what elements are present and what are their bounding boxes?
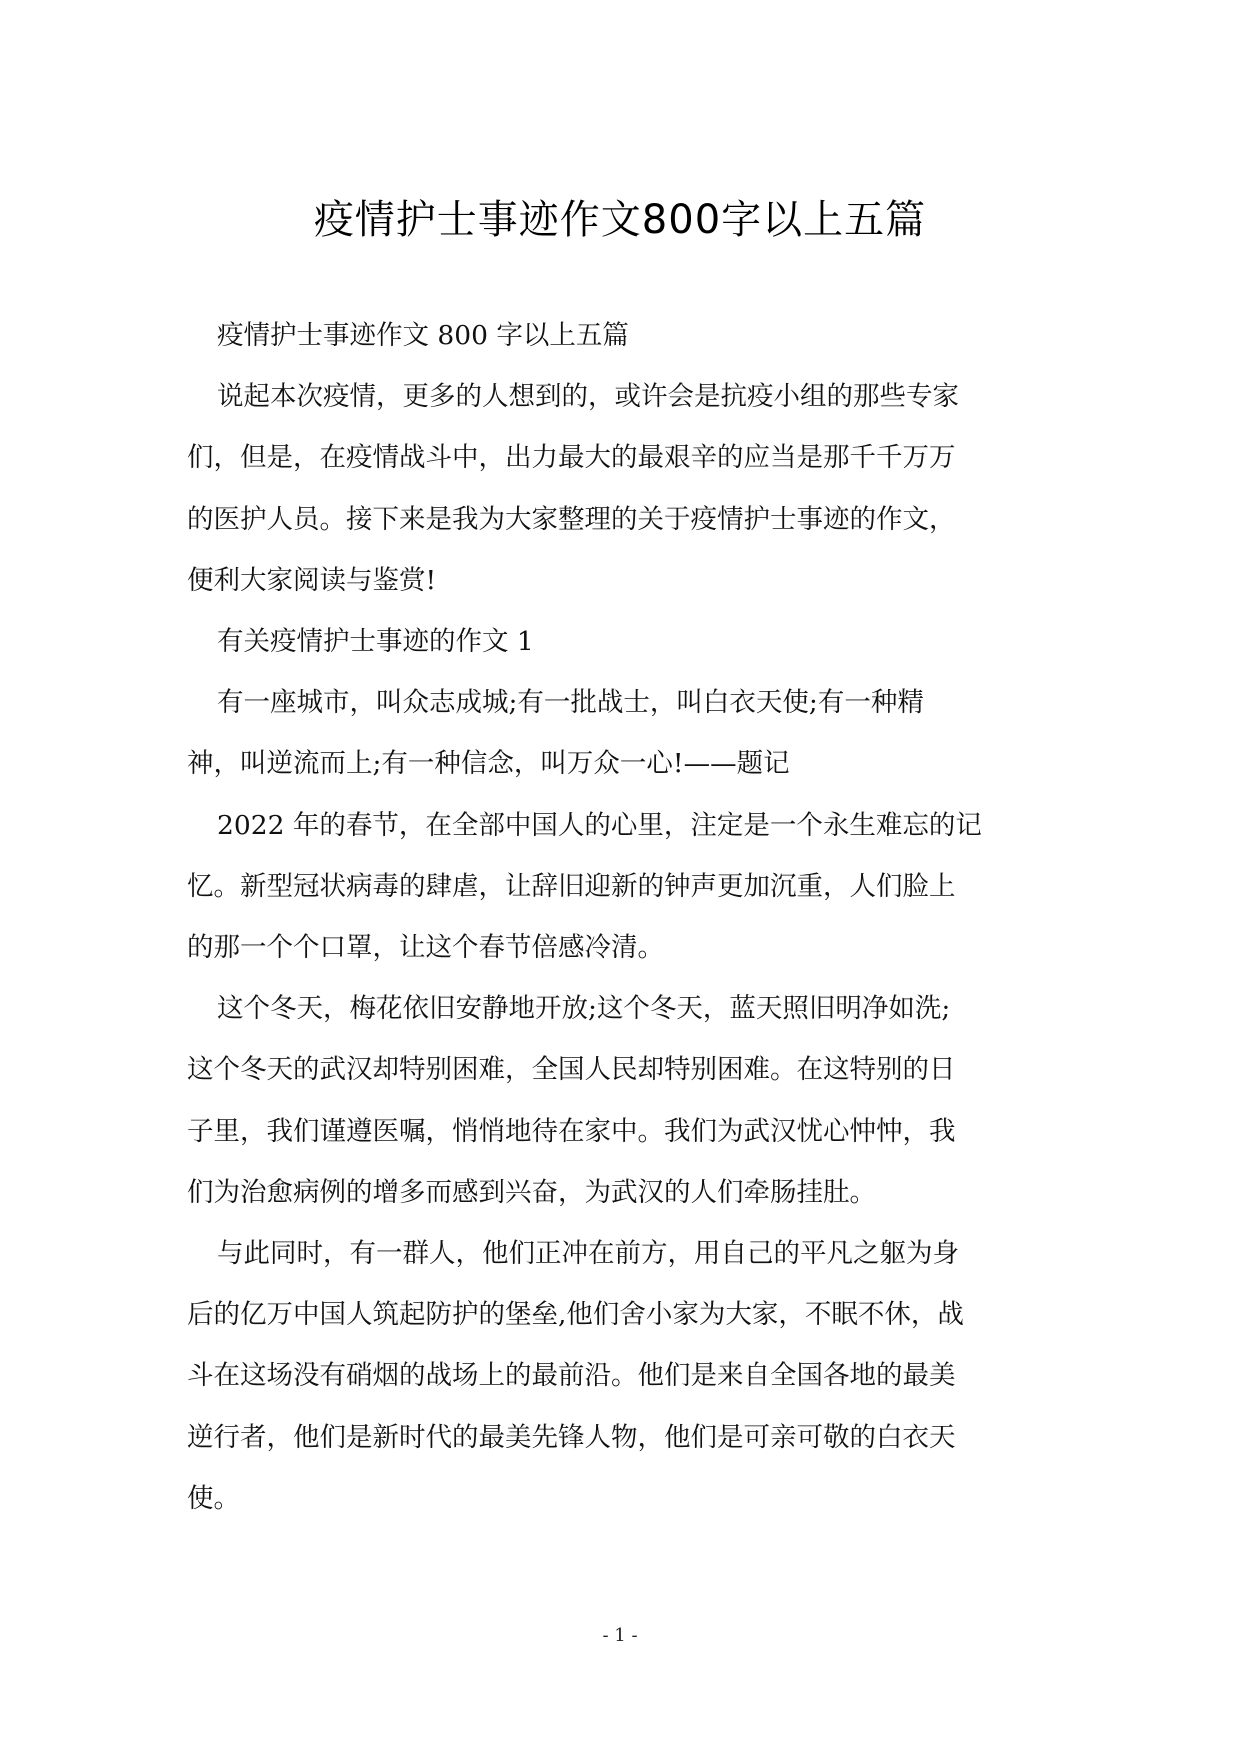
paragraph-line: 说起本次疫情，更多的人想到的，或许会是抗疫小组的那些专家 bbox=[217, 381, 959, 413]
paragraph-line: 后的亿万中国人筑起防护的堡垒,他们舍小家为大家，不眠不休，战 bbox=[187, 1299, 964, 1331]
paragraph-line: 这个冬天的武汉却特别困难，全国人民却特别困难。在这特别的日 bbox=[187, 1054, 956, 1086]
paragraph-line: 斗在这场没有硝烟的战场上的最前沿。他们是来自全国各地的最美 bbox=[187, 1360, 956, 1392]
paragraph-line: 们，但是，在疫情战斗中，出力最大的最艰辛的应当是那千千万万 bbox=[187, 442, 956, 474]
paragraph-line: 神，叫逆流而上;有一种信念，叫万众一心!——题记 bbox=[187, 748, 790, 780]
paragraph-line: 便利大家阅读与鉴赏! bbox=[187, 564, 437, 596]
section-heading: 有关疫情护士事迹的作文 1 bbox=[217, 626, 534, 658]
paragraph-line: 逆行者，他们是新时代的最美先锋人物，他们是可亲可敬的白衣天 bbox=[187, 1421, 956, 1453]
paragraph-line: 的那一个个口罩，让这个春节倍感冷清。 bbox=[187, 932, 664, 964]
paragraph-line: 有一座城市，叫众志成城;有一批战士，叫白衣天使;有一种精 bbox=[217, 687, 924, 719]
subtitle-line: 疫情护士事迹作文 800 字以上五篇 bbox=[217, 320, 629, 351]
document-body bbox=[187, 305, 1057, 1529]
paragraph-line: 使。 bbox=[187, 1482, 240, 1514]
paragraph-line: 与此同时，有一群人，他们正冲在前方，用自己的平凡之躯为身 bbox=[217, 1238, 959, 1270]
paragraph-line: 子里，我们谨遵医嘱，悄悄地待在家中。我们为武汉忧心忡忡，我 bbox=[187, 1115, 956, 1147]
paragraph-line: 忆。新型冠状病毒的肆虐，让辞旧迎新的钟声更加沉重，人们脸上 bbox=[187, 870, 956, 902]
document-title: 疫情护士事迹作文800字以上五篇 bbox=[313, 197, 927, 243]
paragraph-line: 们为治愈病例的增多而感到兴奋，为武汉的人们牵肠挂肚。 bbox=[187, 1176, 876, 1208]
paragraph-line: 2022 年的春节，在全部中国人的心里，注定是一个永生难忘的记 bbox=[217, 809, 982, 841]
paragraph-line: 这个冬天，梅花依旧安静地开放;这个冬天，蓝天照旧明净如洗; bbox=[217, 993, 951, 1025]
page-number: - 1 - bbox=[602, 1625, 638, 1646]
paragraph-line: 的医护人员。接下来是我为大家整理的关于疫情护士事迹的作文， bbox=[187, 503, 956, 535]
